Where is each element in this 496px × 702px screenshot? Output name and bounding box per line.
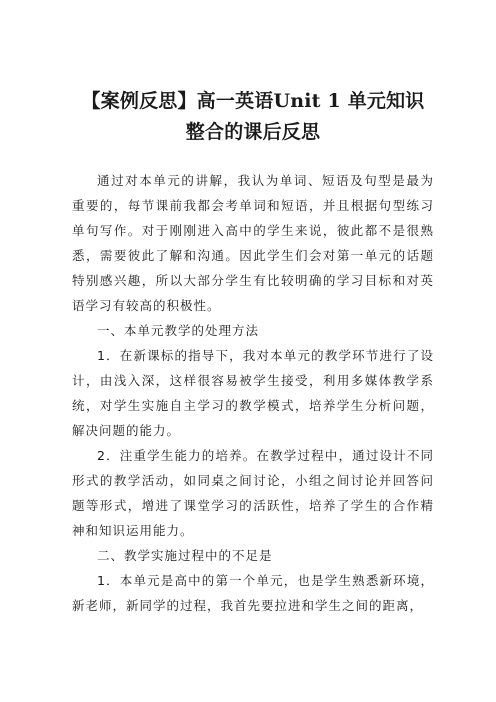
paragraph-method-1: 1．在新课标的指导下，我对本单元的教学环节进行了设计，由浅入深，这样很容易被学生接受，利用多媒体教学系统，对学生实施自主学习的教学模式，培养学生分析问题，解决问题的能力。 bbox=[72, 348, 434, 438]
paragraph-shortcoming-1: 1．本单元是高中的第一个单元，也是学生熟悉新环境，新老师，新同学的过程，我首先要拉进和学生之间的距离， bbox=[72, 573, 434, 613]
document-title: 【案例反思】高一英语Unit 1 单元知识整合的课后反思 bbox=[81, 90, 425, 143]
section-heading-methods: 一、本单元教学的处理方法 bbox=[97, 323, 260, 338]
section-heading-shortcomings: 二、教学实施过程中的不足是 bbox=[97, 548, 273, 563]
document-body bbox=[72, 168, 434, 618]
paragraph-intro: 通过对本单元的讲解，我认为单词、短语及句型是最为重要的，每节课前我都会考单词和短语，并且根据句型练习单句写作。对于刚刚进入高中的学生来说，彼此都不是很熟悉，需要彼此了解和沟通。因此学生们会对第一单元的话题特别感兴趣，所以大部分学生有比较明确的学习目标和对英语学习有较高的积极性。 bbox=[72, 173, 434, 313]
paragraph-method-2: 2．注重学生能力的培养。在教学过程中，通过设计不同形式的教学活动，如同桌之间讨论，小组之间讨论并回答问题等形式，增进了课堂学习的活跃性，培养了学生的合作精神和知识运用能力。 bbox=[72, 448, 434, 538]
